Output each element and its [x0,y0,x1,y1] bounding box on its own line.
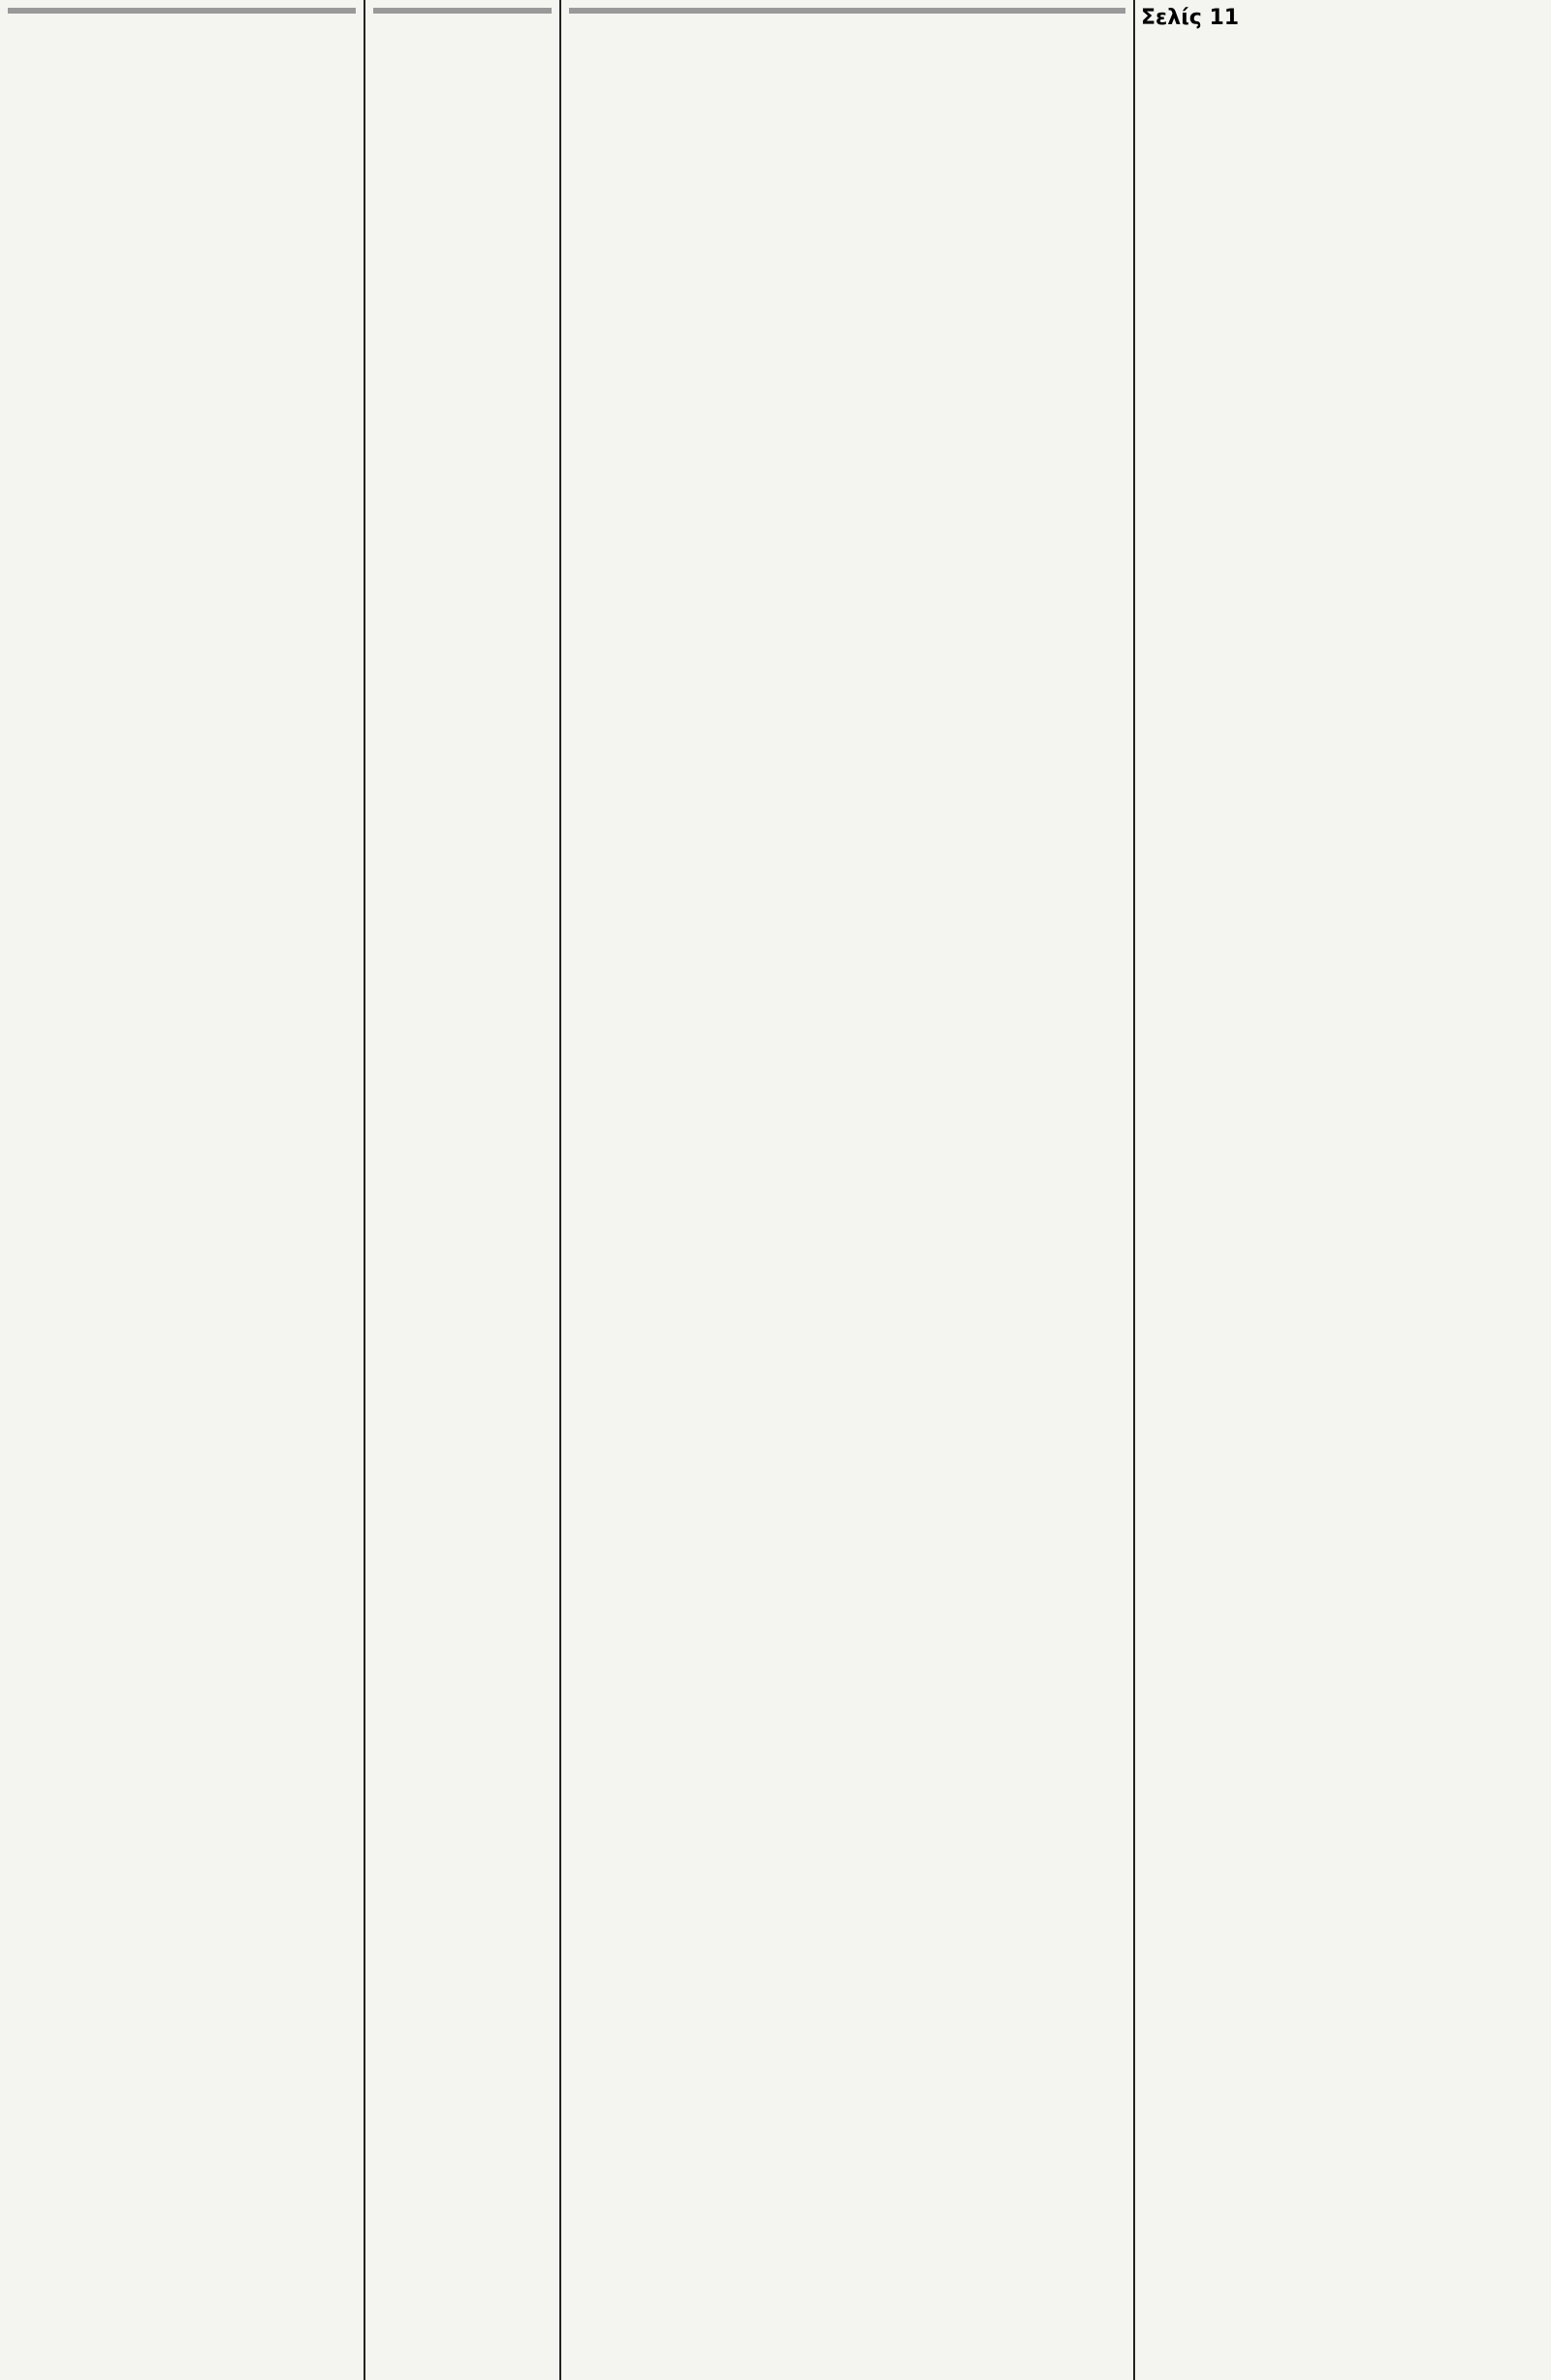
col-1 [0,0,365,2380]
col-3 [561,0,1135,2380]
page-number: Σελίς 11 [1141,6,1240,30]
col-4 [1135,0,1551,2380]
col-2 [365,0,561,2380]
